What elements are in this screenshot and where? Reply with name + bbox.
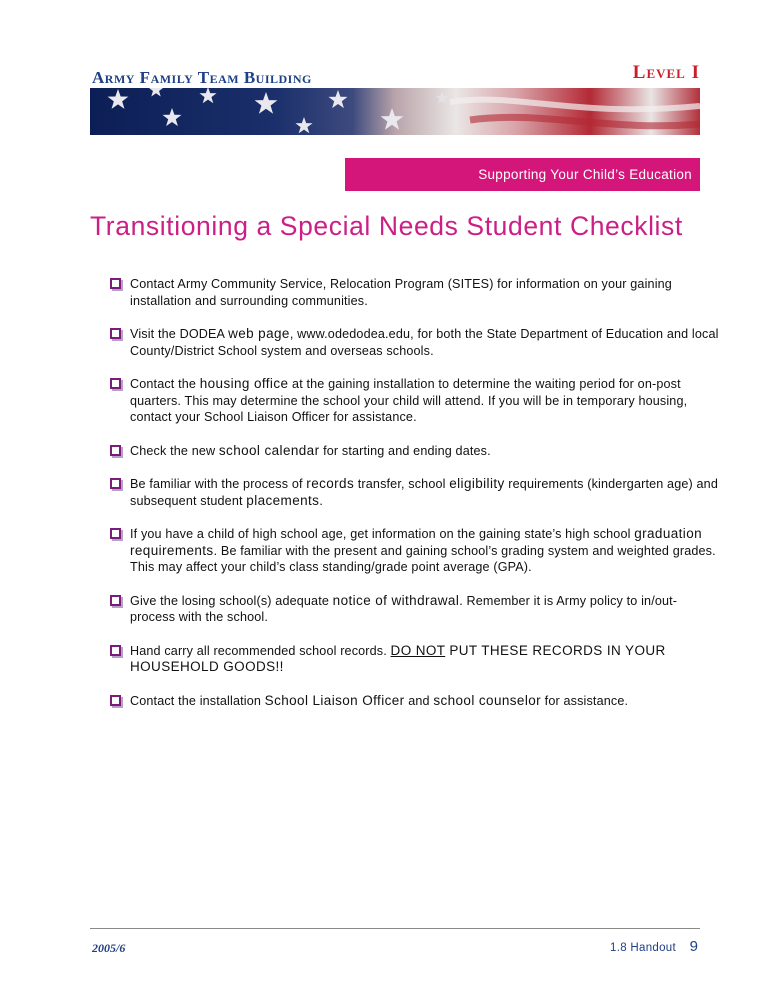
checklist-item	[110, 443, 720, 460]
text-segment: Visit the DODEA	[130, 327, 229, 341]
text-segment: , www.odedodea.edu, for both the State Department of Education and local County/District School system and overseas schools.	[130, 327, 719, 358]
flag-stars-graphic	[90, 88, 700, 135]
checklist-item-text	[130, 643, 720, 676]
checkbox-icon	[110, 695, 121, 706]
text-segment: Check the new	[130, 443, 219, 458]
emphasized-text: DO NOT	[390, 642, 446, 658]
checklist-item	[110, 276, 720, 309]
text-segment: Give the losing school(s) adequate	[130, 593, 333, 608]
checklist-item-text	[130, 376, 720, 426]
checklist-item	[110, 376, 720, 426]
emphasized-text: records	[306, 476, 355, 491]
emphasized-text: graduation requirements	[130, 526, 703, 558]
text-segment: Contact the installation	[130, 693, 265, 708]
checklist-item-text	[130, 593, 720, 626]
section-banner	[345, 158, 700, 191]
level-label: Level I	[632, 62, 700, 83]
emphasized-text: PUT THESE RECORDS IN YOUR HOUSEHOLD GOODS!!	[130, 642, 666, 674]
checklist-item-text	[130, 526, 720, 576]
text-segment: Contact the	[130, 377, 200, 391]
checklist-item	[110, 326, 720, 359]
text-segment: . Be familiar with the present and gaining school’s grading system and weighted grades. This may affect your child’s class standing/grade point average (GPA).	[130, 543, 716, 574]
checkbox-icon	[110, 328, 121, 339]
text-segment: Hand carry all recommended school records.	[130, 643, 391, 658]
emphasized-text: School Liaison Officer	[264, 692, 405, 708]
emphasized-text: eligibility	[449, 476, 505, 491]
checkbox-icon	[110, 378, 121, 389]
page-title: Transitioning a Special Needs Student Checklist	[90, 211, 683, 241]
checklist-item-text	[130, 476, 720, 509]
text-segment: and	[404, 693, 434, 708]
text-segment: Be familiar with the process of	[130, 477, 307, 491]
emphasized-text: placements	[246, 492, 320, 508]
checkbox-icon	[110, 478, 121, 489]
text-segment: for starting and ending dates.	[319, 443, 491, 458]
footer-handout-label: 1.8 Handout	[610, 942, 676, 954]
footer-date: 2005/6	[92, 941, 126, 955]
emphasized-text: school counselor	[433, 692, 542, 708]
checklist	[110, 276, 720, 709]
text-segment: transfer, school	[354, 477, 450, 491]
checklist-item-text	[130, 326, 720, 359]
text-segment: for assistance.	[541, 693, 629, 708]
checklist-item-text	[130, 443, 720, 460]
checkbox-icon	[110, 645, 121, 656]
checkbox-icon	[110, 528, 121, 539]
text-segment: . Remember it is Army policy to in/out-process with the school.	[130, 593, 678, 624]
program-title: Army Family Team Building	[92, 68, 312, 87]
text-segment: Contact Army Community Service, Relocation Program (SITES) for information on your gaining installation and surrounding communities.	[130, 277, 672, 308]
checklist-item	[110, 526, 720, 576]
text-segment: at the gaining installation to determine the waiting period for on-post quarters. This may determine the school your child will attend. If you will be in temporary housing, contact your School Liaison Officer for assistance.	[130, 377, 688, 424]
checkbox-icon	[110, 278, 121, 289]
emphasized-text: housing office	[199, 376, 289, 391]
text-segment: requirements (kindergarten age) and subsequent student	[130, 477, 718, 508]
emphasized-text: web page	[228, 326, 290, 341]
checkbox-icon	[110, 595, 121, 606]
page-number: 9	[689, 938, 698, 955]
checklist-item-text	[130, 693, 720, 710]
text-segment: If you have a child of high school age, get information on the gaining state’s high school	[130, 527, 635, 541]
emphasized-text: school calendar	[218, 442, 320, 458]
checklist-item-text	[130, 276, 720, 309]
checklist-item	[110, 476, 720, 509]
section-banner-label: Supporting Your Child’s Education	[478, 167, 692, 182]
checklist-item	[110, 643, 720, 676]
checkbox-icon	[110, 445, 121, 456]
checklist-item	[110, 593, 720, 626]
checklist-item	[110, 693, 720, 710]
emphasized-text: notice of withdrawal	[332, 592, 460, 608]
text-segment: .	[319, 493, 323, 508]
flag-banner-image	[90, 88, 700, 135]
footer-divider	[90, 928, 700, 929]
